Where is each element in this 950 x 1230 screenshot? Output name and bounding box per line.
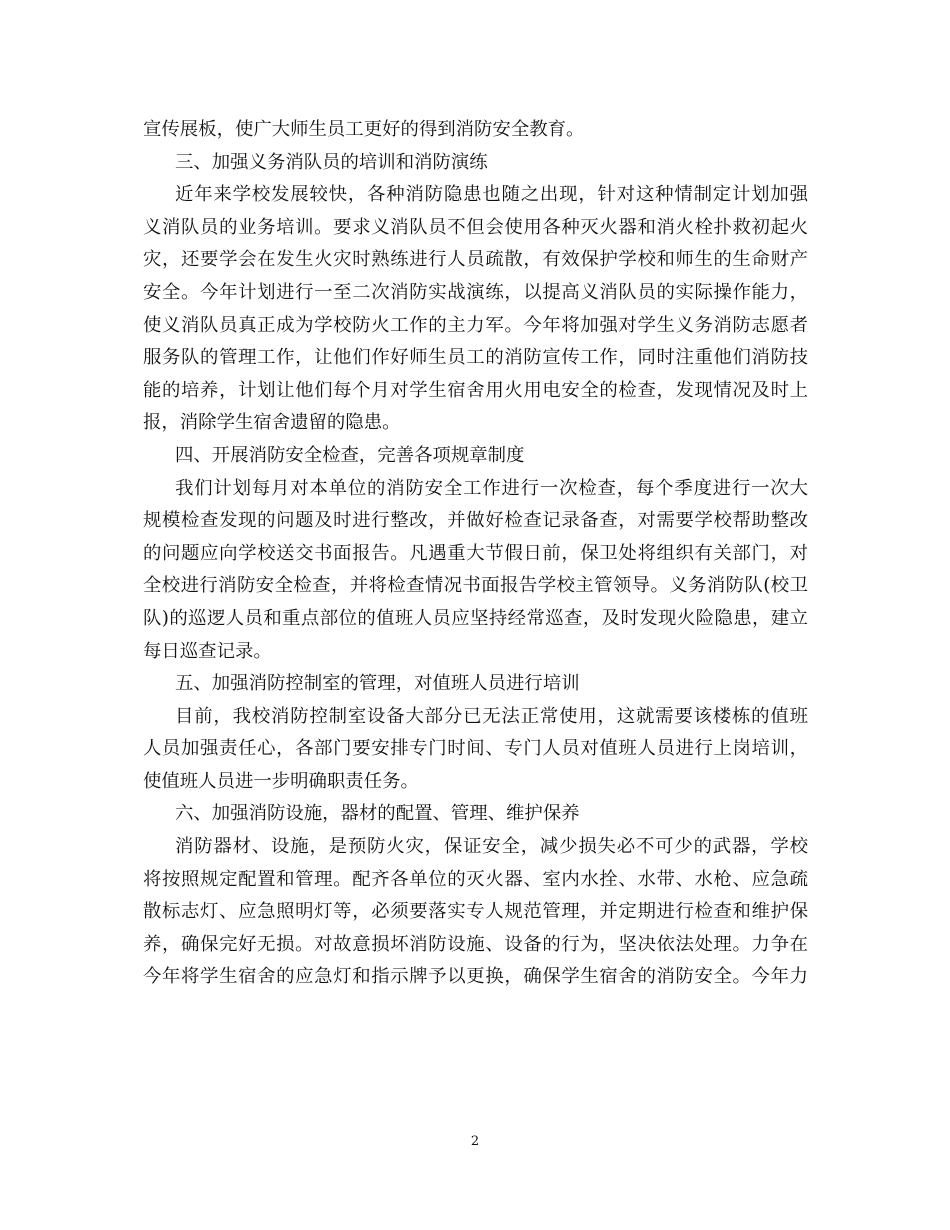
text-line: 人员加强责任心，各部门要安排专门时间、专门人员对值班人员进行上岗培训， bbox=[143, 738, 808, 760]
page-number: 2 bbox=[470, 1134, 480, 1149]
text-line: 将按照规定配置和管理。配齐各单位的灭火器、室内水拴、水带、水枪、应急疏 bbox=[143, 868, 808, 890]
text-line: 义消队员的业务培训。要求义消队员不但会使用各种灭火器和消火栓扑救初起火 bbox=[143, 216, 808, 238]
text-line: 近年来学校发展较快，各种消防隐患也随之出现，针对这种情制定计划加强 bbox=[175, 184, 808, 206]
text-line: 散标志灯、应急照明灯等，必须要落实专人规范管理，并定期进行检查和维护保 bbox=[143, 901, 808, 923]
text-line: 队)的巡逻人员和重点部位的值班人员应坚持经常巡查，及时发现火险隐患，建立 bbox=[143, 607, 808, 629]
text-line: 五、加强消防控制室的管理，对值班人员进行培训 bbox=[175, 673, 580, 695]
text-line: 使义消队员真正成为学校防火工作的主力军。今年将加强对学生义务消防志愿者 bbox=[143, 314, 808, 336]
text-line: 能的培养，计划让他们每个月对学生宿舍用火用电安全的检查，发现情况及时上 bbox=[143, 379, 808, 401]
text-line: 目前，我校消防控制室设备大部分已无法正常使用，这就需要该楼栋的值班 bbox=[175, 705, 808, 727]
text-line: 规模检查发现的问题及时进行整改，并做好检查记录备查，对需要学校帮助整改 bbox=[143, 510, 808, 532]
text-line: 安全。今年计划进行一至二次消防实战演练，以提高义消队员的实际操作能力， bbox=[143, 281, 808, 303]
text-line: 服务队的管理工作，让他们作好师生员工的消防宣传工作，同时注重他们消防技 bbox=[143, 347, 808, 369]
text-line: 四、开展消防安全检查，完善各项规章制度 bbox=[175, 444, 525, 466]
text-line: 消防器材、设施，是预防火灾，保证安全，减少损失必不可少的武器，学校 bbox=[175, 836, 808, 858]
text-line: 宣传展板，使广大师生员工更好的得到消防安全教育。 bbox=[143, 119, 585, 140]
text-line: 养，确保完好无损。对故意损坏消防设施、设备的行为，坚决依法处理。力争在 bbox=[143, 933, 808, 955]
text-line: 使值班人员进一步明确职责任务。 bbox=[143, 770, 419, 792]
text-line: 报，消除学生宿舍遗留的隐患。 bbox=[143, 412, 401, 434]
text-line: 六、加强消防设施，器材的配置、管理、维护保养 bbox=[175, 803, 580, 825]
text-line: 三、加强义务消队员的培训和消防演练 bbox=[175, 151, 488, 173]
text-line: 我们计划每月对本单位的消防安全工作进行一次检查，每个季度进行一次大 bbox=[175, 477, 808, 499]
text-line: 灾，还要学会在发生火灾时熟练进行人员疏散，有效保护学校和师生的生命财产 bbox=[143, 249, 808, 271]
text-line: 今年将学生宿舍的应急灯和指示牌予以更换，确保学生宿舍的消防安全。今年力 bbox=[143, 966, 808, 988]
text-line: 的问题应向学校送交书面报告。凡遇重大节假日前，保卫处将组织有关部门，对 bbox=[143, 542, 808, 564]
text-line: 全校进行消防安全检查，并将检查情况书面报告学校主管领导。义务消防队(校卫 bbox=[143, 575, 808, 597]
text-line: 每日巡查记录。 bbox=[143, 640, 272, 662]
document-body bbox=[143, 114, 808, 994]
